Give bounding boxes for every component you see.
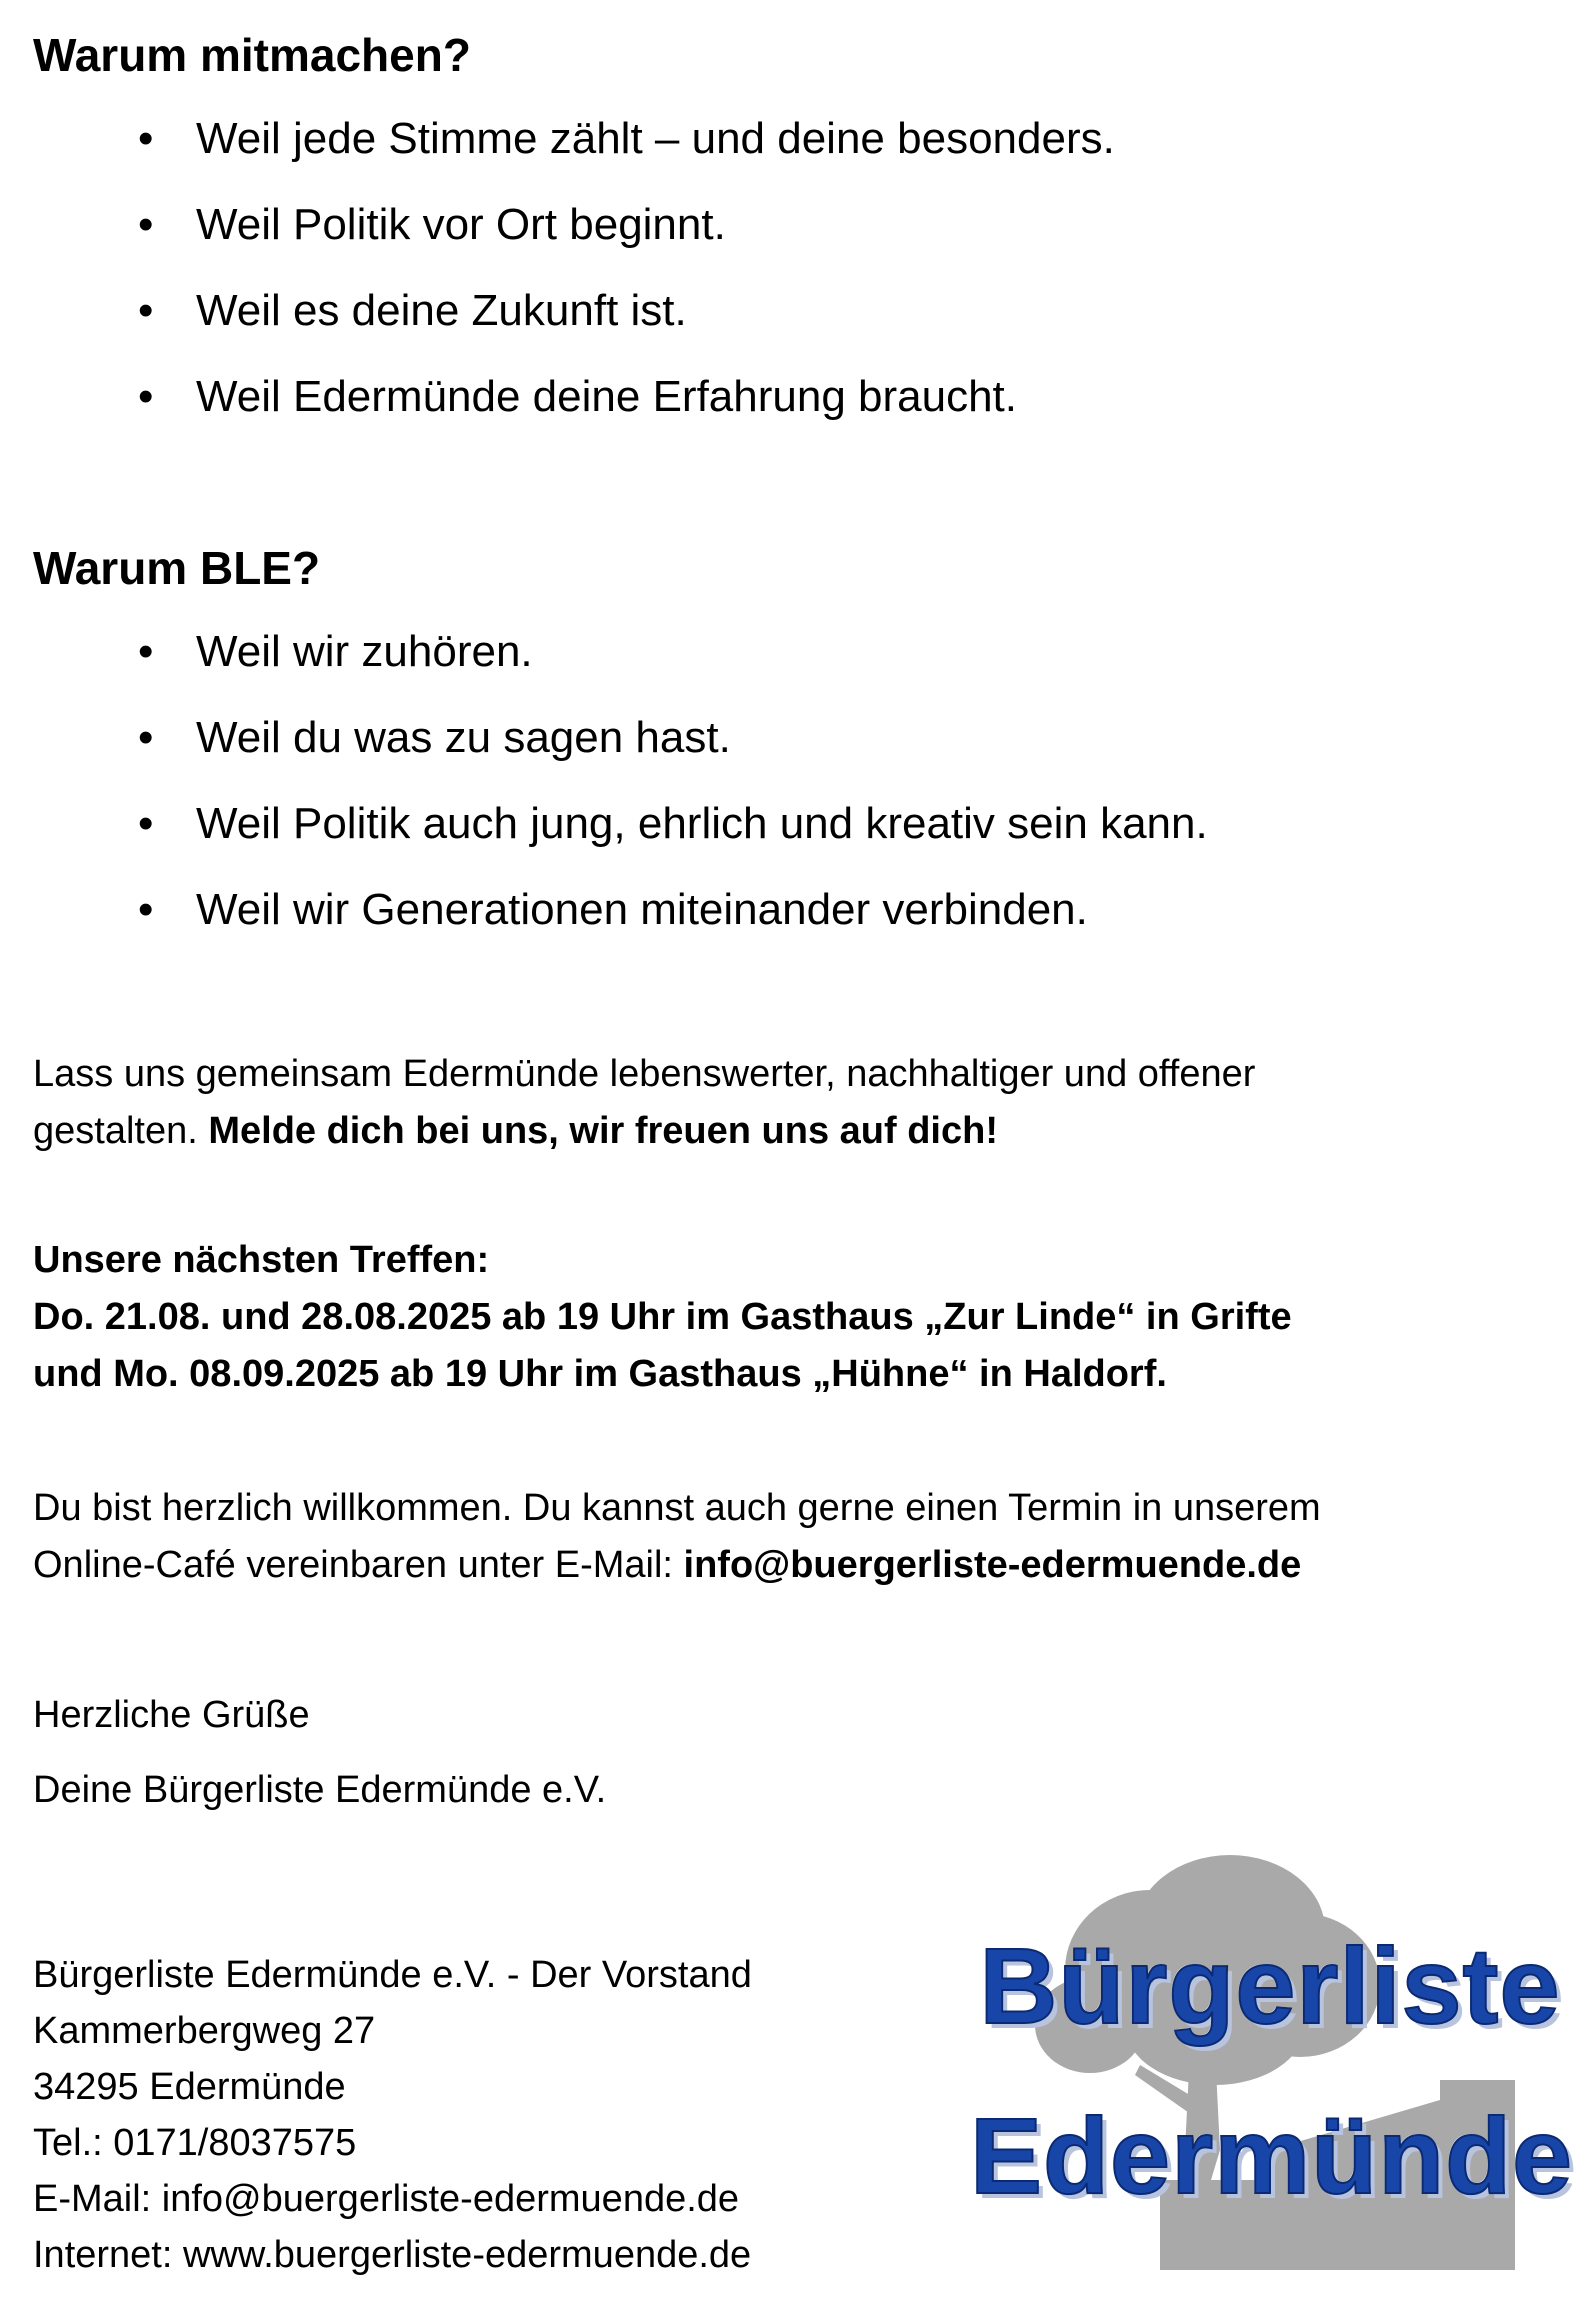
bullet-icon: • bbox=[138, 114, 154, 163]
bullet-icon: • bbox=[138, 200, 154, 249]
list-warum-ble bbox=[0, 627, 1208, 974]
list-item: • Weil es deine Zukunft ist. bbox=[138, 286, 687, 335]
meetings-heading: Unsere nächsten Treffen: bbox=[33, 1239, 490, 1281]
logo-text-line1: Bürgerliste bbox=[979, 1925, 1561, 2046]
logo-text-line2: Edermünde bbox=[970, 2095, 1574, 2216]
bullet-icon: • bbox=[138, 799, 154, 848]
bullet-icon: • bbox=[138, 286, 154, 335]
list-item: • Weil du was zu sagen hast. bbox=[138, 713, 731, 762]
address-block: Bürgerliste Edermünde e.V. - Der Vorstand Kammerbergweg 27 34295 Edermünde Tel.: 0171/8037575 E-Mail: info@buergerliste-edermuende.de Internet: www.buergerliste-edermuende.de bbox=[33, 1954, 752, 2276]
list-warum-mitmachen bbox=[0, 114, 1115, 461]
list-item: • Weil wir Generationen miteinander verbinden. bbox=[138, 885, 1088, 934]
list-item: • Weil Edermünde deine Erfahrung braucht. bbox=[138, 372, 1018, 421]
heading-warum-ble: Warum BLE? bbox=[33, 542, 321, 594]
bullet-icon: • bbox=[138, 713, 154, 762]
invitation-paragraph: Lass uns gemeinsam Edermünde lebenswerter, nachhaltiger und offener gestalten. Melde dich bei uns, wir freuen uns auf dich! bbox=[33, 1053, 1256, 1152]
greeting: Herzliche Grüße bbox=[33, 1694, 310, 1736]
bullet-icon: • bbox=[138, 372, 154, 421]
bullet-icon: • bbox=[138, 885, 154, 934]
list-item: • Weil Politik vor Ort beginnt. bbox=[138, 200, 726, 249]
welcome-paragraph: Du bist herzlich willkommen. Du kannst auch gerne einen Termin in unserem Online-Café vereinbaren unter E-Mail: info@buergerliste-edermuende.de bbox=[33, 1487, 1321, 1586]
tree-house-logo-icon bbox=[970, 1850, 1574, 2290]
signature: Deine Bürgerliste Edermünde e.V. bbox=[33, 1769, 607, 1811]
list-item: • Weil jede Stimme zählt – und deine besonders. bbox=[138, 114, 1115, 163]
logo bbox=[970, 1850, 1574, 2290]
heading-warum-mitmachen: Warum mitmachen? bbox=[33, 29, 471, 81]
list-item: • Weil Politik auch jung, ehrlich und kreativ sein kann. bbox=[138, 799, 1208, 848]
meetings-block: Unsere nächsten Treffen: Do. 21.08. und 28.08.2025 ab 19 Uhr im Gasthaus „Zur Linde“ in Grifte und Mo. 08.09.2025 ab 19 Uhr im Gasthaus „Hühne“ in Haldorf. bbox=[33, 1232, 1292, 1403]
contact-email: info@buergerliste-edermuende.de bbox=[683, 1544, 1302, 1586]
bullet-icon: • bbox=[138, 627, 154, 676]
list-item: • Weil wir zuhören. bbox=[138, 627, 533, 676]
